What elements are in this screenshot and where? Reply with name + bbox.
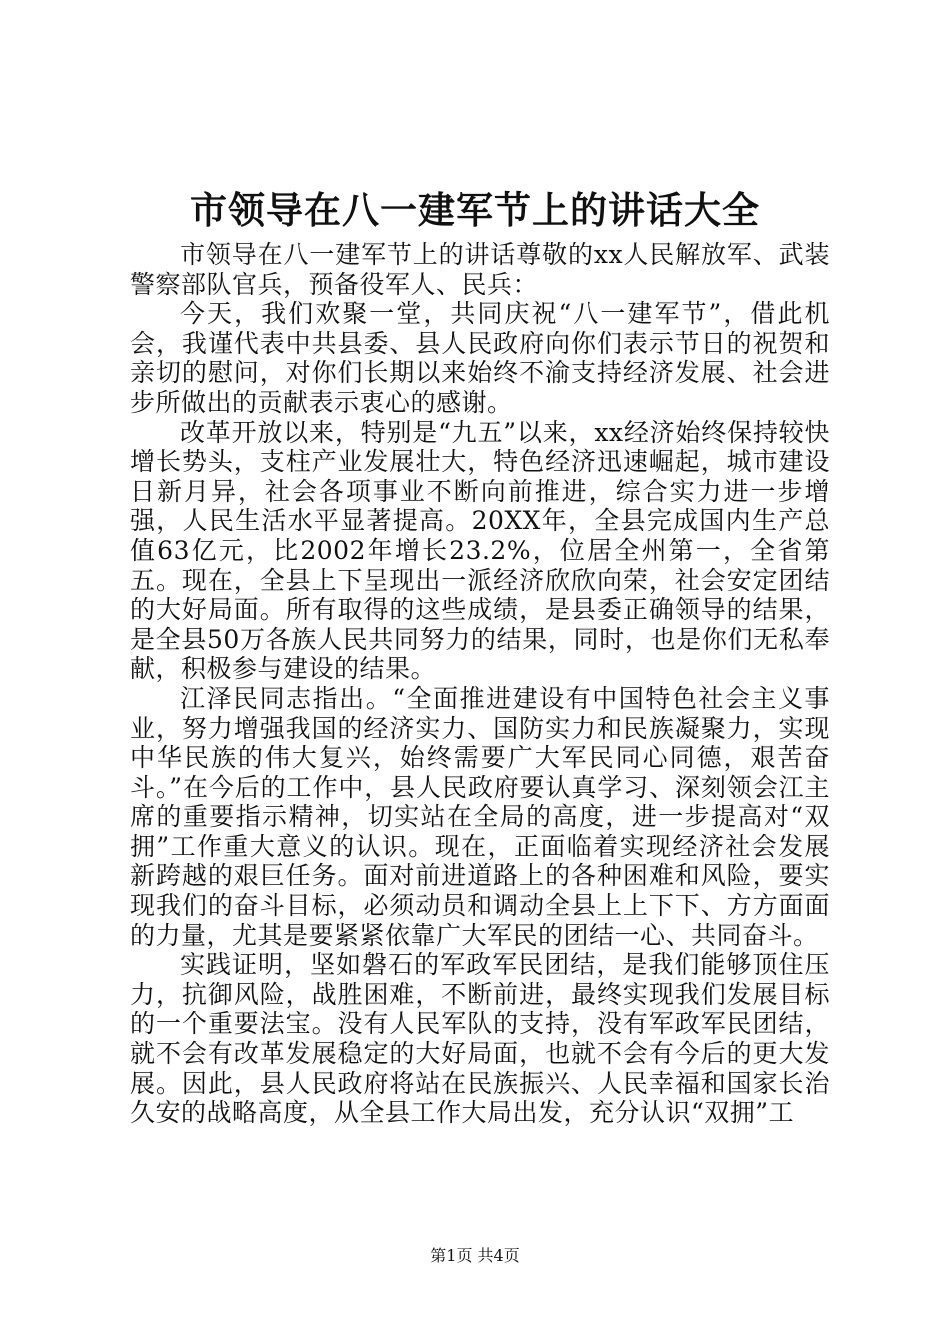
paragraph-greeting: 今天，我们欢聚一堂，共同庆祝“八一建军节”，借此机会，我谨代表中共县委、县人民政府向你们表示节日的祝贺和亲切的慰问，对你们长期以来始终不渝支持经济发展、社会进步所做出的贡献表示衷心的感谢。	[130, 299, 830, 417]
document-title: 市领导在八一建军节上的讲话大全	[190, 188, 760, 232]
paragraph-practice: 实践证明，坚如磐石的军政军民团结，是我们能够顶住压力，抗御风险，战胜困难，不断前进，最终实现我们发展目标的一个重要法宝。没有人民军队的支持，没有军政军民团结，就不会有改革发展稳定的大好局面，也就不会有今后的更大发展。因此，县人民政府将站在民族振兴、人民幸福和国家长治久安的战略高度，从全县工作大局出发，充分认识“双拥”工	[130, 950, 830, 1128]
document-body	[130, 240, 830, 1128]
paragraph-salutation: 市领导在八一建军节上的讲话尊敬的xx人民解放军、武装警察部队官兵，预备役军人、民兵：	[130, 240, 830, 299]
page-number-footer: 第1页 共4页	[430, 1246, 520, 1265]
paragraph-achievements: 改革开放以来，特别是“九五”以来，xx经济始终保持较快增长势头，支柱产业发展壮大，特色经济迅速崛起，城市建设日新月异，社会各项事业不断向前推进，综合实力进一步增强，人民生活水平显著提高。20XX年，全县完成国内生产总值63亿元，比2002年增长23.2%，位居全州第一，全省第五。现在，全县上下呈现出一派经济欣欣向荣，社会安定团结的大好局面。所有取得的这些成绩，是县委正确领导的结果，是全县50万各族人民共同努力的结果，同时，也是你们无私奉献，积极参与建设的结果。	[130, 417, 830, 684]
paragraph-quote: 江泽民同志指出。“全面推进建设有中国特色社会主义事业，努力增强我国的经济实力、国防实力和民族凝聚力，实现中华民族的伟大复兴，始终需要广大军民同心同德，艰苦奋斗。”在今后的工作中，县人民政府要认真学习、深刻领会江主席的重要指示精神，切实站在全局的高度，进一步提高对“双拥”工作重大意义的认识。现在，正面临着实现经济社会发展新跨越的艰巨任务。面对前进道路上的各种困难和风险，要实现我们的奋斗目标，必须动员和调动全县上上下下、方方面面的力量，尤其是要紧紧依靠广大军民的团结一心、共同奋斗。	[130, 683, 830, 950]
